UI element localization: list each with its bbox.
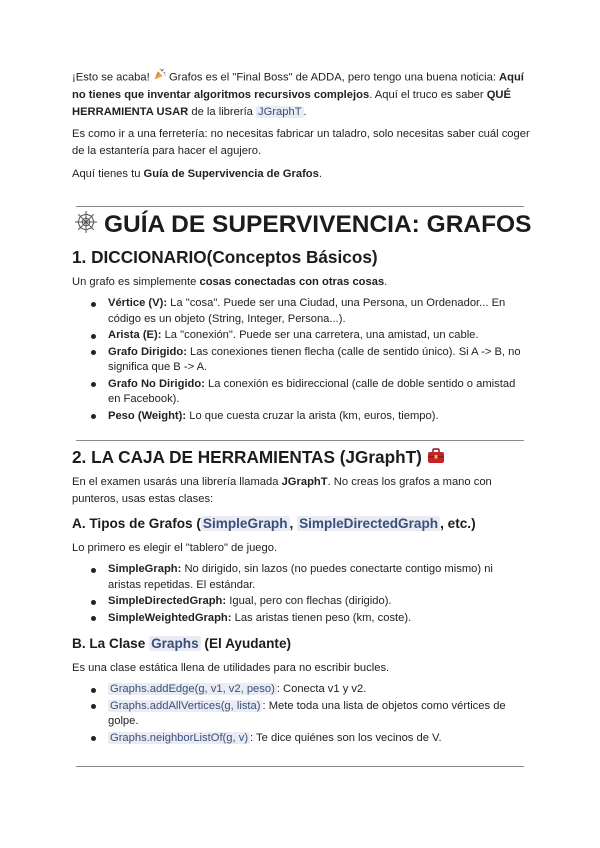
definition: La conexión es bidireccional (calle de doble sentido o amistad en Facebook). <box>108 377 516 405</box>
inline-code: Graphs.neighborListOf(g, v) <box>110 731 249 744</box>
list-item <box>86 296 522 327</box>
horizontal-rule <box>76 440 524 441</box>
subsection-lead: Es una clase estática llena de utilidades para no escribir bucles. <box>72 662 390 674</box>
term: SimpleWeightedGraph: <box>108 611 232 624</box>
list-item <box>86 611 522 627</box>
toolbox-icon <box>427 448 445 469</box>
list-item <box>86 345 522 376</box>
list-item <box>86 594 522 610</box>
list-item <box>86 562 522 593</box>
intro-text: . <box>318 168 322 180</box>
definition: No dirigido, sin lazos (no puedes conectarte contigo mismo) ni aristas repetidas. El estándar. <box>108 563 493 591</box>
list-item <box>86 699 522 730</box>
horizontal-rule <box>76 206 524 207</box>
definition: : Te dice quiénes son los vecinos de V. <box>250 731 442 744</box>
inline-code: Graphs <box>151 636 199 651</box>
subsection-lead: Lo primero es elegir el "tablero" de juego. <box>72 542 278 554</box>
intro-paragraph <box>72 68 530 121</box>
heading-text: 2. LA CAJA DE HERRAMIENTAS (JGraphT) <box>72 447 422 467</box>
definition: : Conecta v1 y v2. <box>276 683 367 695</box>
intro-paragraph: Es como ir a una ferretería: no necesitas fabricar un taladro, solo necesitas saber cuál coger de la estantería para hacer el agujero. <box>72 128 530 157</box>
term: SimpleGraph: <box>108 563 182 575</box>
list-item <box>86 377 522 408</box>
list-item <box>86 409 522 425</box>
intro-text: . <box>303 106 307 118</box>
list-item <box>86 731 522 747</box>
lead-text: Un grafo es simplemente <box>72 276 200 288</box>
intro-bold: QUÉ HERRAMIENTA USAR <box>72 89 511 118</box>
term: Arista (E): <box>108 329 162 341</box>
title-text: GUÍA DE SUPERVIVENCIA: GRAFOS <box>104 210 532 238</box>
inline-code: SimpleGraph <box>202 516 288 531</box>
intro-text: Aquí tienes tu <box>72 168 144 180</box>
definition: La "conexión". Puede ser una carretera, una amistad, un cable. <box>161 329 479 341</box>
lead-bold: cosas conectadas con otras cosas <box>199 276 385 288</box>
intro-text: de la librería <box>188 106 257 118</box>
page-title <box>74 210 531 241</box>
inline-code: JGraphT <box>258 106 302 118</box>
term: Vértice (V): <box>108 297 168 309</box>
section-lead <box>72 474 530 508</box>
inline-code: Graphs.addAllVertices(g, lista) <box>110 699 261 712</box>
heading-text: A. Tipos de Grafos ( <box>72 516 201 531</box>
spider-web-icon <box>74 210 98 241</box>
subsection-heading <box>72 636 291 651</box>
term: Peso (Weight): <box>108 409 187 422</box>
term: Grafo No Dirigido: <box>108 377 205 390</box>
inline-code: SimpleDirectedGraph <box>299 516 439 531</box>
term: SimpleDirectedGraph: <box>108 595 227 607</box>
section-heading: 1. DICCIONARIO(Conceptos Básicos) <box>72 247 378 267</box>
intro-text: . Aquí el truco es saber <box>369 89 487 101</box>
definition: La "cosa". Puede ser una Ciudad, una Persona, un Ordenador... En código es un objeto (String, Integer, Persona...). <box>108 297 506 325</box>
concept-list <box>86 296 522 425</box>
heading-text: , etc.) <box>440 516 476 531</box>
lead-bold: JGraphT <box>281 476 328 488</box>
definition: : Mete toda una lista de objetos como vértices de golpe. <box>108 699 506 727</box>
heading-text: (El Ayudante) <box>200 636 292 651</box>
subsection-heading <box>72 516 476 531</box>
heading-text: , <box>289 516 298 531</box>
graph-types-list <box>86 562 522 627</box>
heading-text: B. La Clase <box>72 636 150 651</box>
list-item <box>86 328 522 344</box>
inline-code: Graphs.addEdge(g, v1, v2, peso) <box>110 683 275 695</box>
definition: Las aristas tienen peso (km, coste). <box>231 611 412 624</box>
section-heading <box>72 447 445 469</box>
lead-text: En el examen usarás una librería llamada <box>72 476 282 488</box>
term: Grafo Dirigido: <box>108 345 187 358</box>
definition: Lo que cuesta cruzar la arista (km, euros, tiempo). <box>186 409 439 422</box>
list-item <box>86 682 522 698</box>
party-popper-icon <box>153 68 166 87</box>
intro-bold: Aquí no tienes que inventar algoritmos recursivos complejos <box>72 71 524 101</box>
lead-text: . <box>384 276 388 288</box>
intro-text: Grafos es el "Final Boss" de ADDA, pero tengo una buena noticia: <box>165 71 500 84</box>
definition: Igual, pero con flechas (dirigido). <box>226 595 392 607</box>
section-lead <box>72 274 530 291</box>
intro-bold: Guía de Supervivencia de Grafos <box>143 168 319 180</box>
intro-text: ¡Esto se acaba! <box>72 71 153 84</box>
horizontal-rule <box>76 766 524 767</box>
graphs-methods-list <box>86 682 522 747</box>
intro-paragraph <box>72 166 530 183</box>
lead-text: . No creas los grafos a mano con punteros, usas estas clases: <box>72 476 492 505</box>
definition: Las conexiones tienen flecha (calle de sentido único). Si A -> B, no significa que B -> A. <box>108 345 521 373</box>
